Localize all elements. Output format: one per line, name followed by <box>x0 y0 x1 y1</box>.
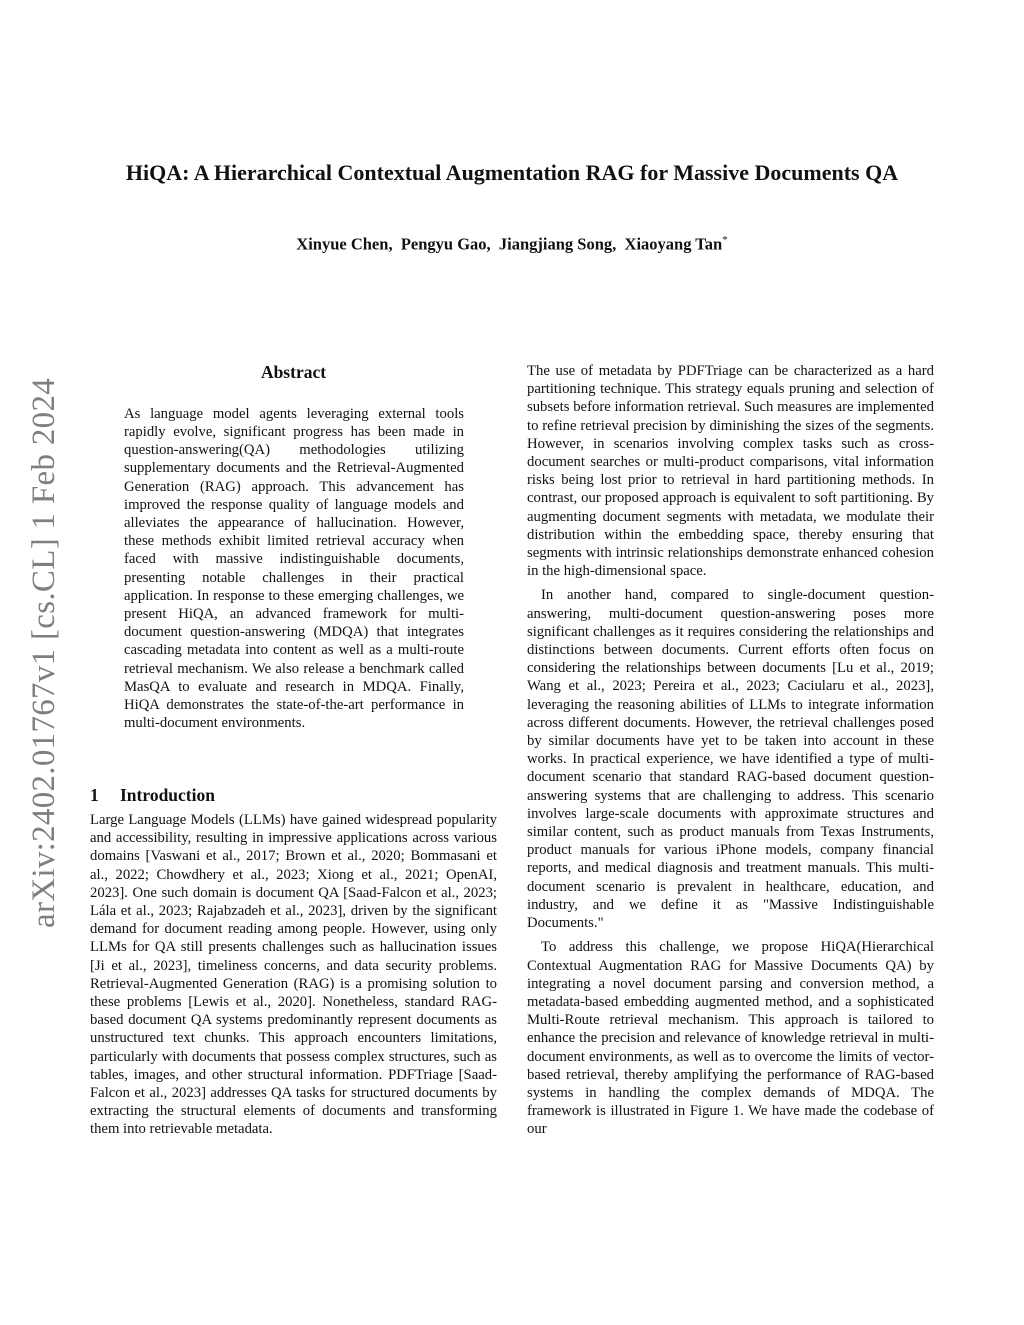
introduction-body <box>90 811 497 1139</box>
body-paragraph: In another hand, compared to single-document question-answering, multi-document question-answering poses more significant challenges as it requires considering the relationships and distinctions between documents. Current efforts often focus on considering the relationships between documents [Lu et al., 2019; Wang et al., 2023; Pereira et al., 2023; Caciularu et al., 2023], leveraging the reasoning abilities of LLMs to integrate information across different documents. However, the retrieval challenges posed by similar documents have yet to be taken into account in these works. In practical experience, we have identified a type of multi-document scenario that standard RAG-based document question-answering systems that are challenging to address. This scenario involves large-scale documents with approximate structures and similar content, such as product manuals from Texas Instruments, product manuals for various iPhone models, company financial reports, and medical diagnosis and treatment manuals. This multi-document scenario is prevalent in healthcare, education, and industry, and we define it as "Massive Indistinguishable Documents." <box>527 587 934 932</box>
author-separator: , <box>612 234 617 254</box>
author-name: Pengyu Gao <box>400 234 487 254</box>
body-paragraph: Large Language Models (LLMs) have gained widespread popularity and accessibility, resulting in impressive applications across various domains [Vaswani et al., 2017; Brown et al., 2020; Bommasani et al., 2022; Chowdhery et al., 2023; Xiong et al., 2021; OpenAI, 2023]. One such domain is document QA [Saad-Falcon et al., 2023; Lála et al., 2023; Rajabzadeh et al., 2023], driven by the significant demand for document reading among people. However, using only LLMs for QA still presents challenges such as hallucination issues [Ji et al., 2023], timeliness concerns, and data security problems. Retrieval-Augmented Generation (RAG) is a promising solution to these problems [Lewis et al., 2020]. Nonetheless, standard RAG-based document QA systems predominantly represent documents as unstructured text chunks. This approach encounters limitations, particularly with documents that possess complex structures, such as tables, images, and other structural information. PDFTriage [Saad-Falcon et al., 2023] addresses QA tasks for structured documents by extracting the structural elements of documents and transforming them into retrievable metadata. <box>90 812 497 1138</box>
author-name: Xinyue Chen <box>296 234 389 254</box>
section-number: 1 <box>90 785 99 805</box>
author-separator: , <box>486 234 491 254</box>
author-name: Jiangjiang Song <box>498 234 613 254</box>
body-paragraph: To address this challenge, we propose HiQA(Hierarchical Contextual Augmentation RAG for Massive Documents QA) by integrating a novel document parsing and conversion method, a metadata-based embedding augmented method, and a sophisticated Multi-Route retrieval mechanism. This approach is tailored to enhance the precision and relevance of knowledge retrieval in multi-document environments, as well as to overcome the limits of vector-based retrieval, thereby amplifying the performance of RAG-based systems in handling the complex demands of MDQA. The framework is illustrated in Figure 1. We have made the codebase of our <box>527 939 934 1138</box>
author-separator: , <box>388 234 393 254</box>
paper-title: HiQA: A Hierarchical Contextual Augmentation RAG for Massive Documents QA <box>125 159 899 185</box>
corresponding-author-mark: * <box>722 234 728 246</box>
abstract-text <box>124 390 464 747</box>
body-paragraph: The use of metadata by PDFTriage can be characterized as a hard partitioning technique. This strategy equals pruning and selection of subsets before information retrieval. Such measures are implemented to refine retrieval precision by diminishing the sizes of the segments. However, in scenarios involving complex tasks such as cross-document searches or multi-product comparisons, vital information risks being lost prior to retrieval in hard partitioning methods. In contrast, our proposed approach is equivalent to soft partitioning. By augmenting document segments with metadata, we modulate their distribution within the embedding space, thereby ensuring that segments with intrinsic relationships demonstrate enhanced cohesion in the high-dimensional space. <box>527 363 934 580</box>
author-name: Xiaoyang Tan <box>624 234 723 254</box>
arxiv-identifier-stamp: arXiv:2402.01767v1 [cs.CL] 1 Feb 2024 <box>26 377 62 928</box>
abstract-heading: Abstract <box>260 362 327 382</box>
abstract-paragraph: As language model agents leveraging external tools rapidly evolve, significant progress has been made in question-answering(QA) methodologies utilizing supplementary documents and the Retrieval-Augmented Generation (RAG) approach. This advancement has improved the response quality of language models and alleviates the appearance of hallucination. However, these methods exhibit limited retrieval accuracy when faced with massive indistinguishable documents, presenting notable challenges in their practical application. In response to these emerging challenges, we present HiQA, an advanced framework for multi-document question-answering (MDQA) that integrates cascading metadata into content as well as a multi-route retrieval mechanism. We also release a benchmark called MasQA to evaluate and research in MDQA. Finally, HiQA demonstrates the state-of-the-art performance in multi-document environments. <box>124 405 464 732</box>
author-list <box>40 229 984 256</box>
section-title: Introduction <box>120 785 215 805</box>
right-column-body <box>527 362 934 1139</box>
section-heading-introduction <box>90 784 497 806</box>
